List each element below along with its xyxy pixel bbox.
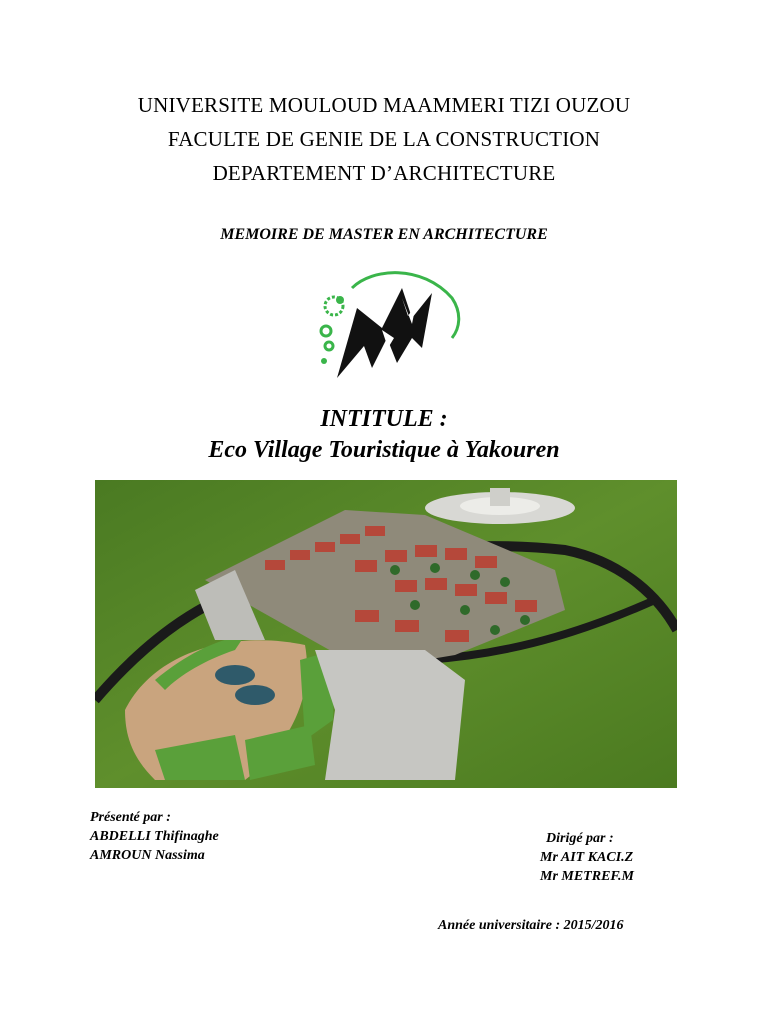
university-logo-icon <box>312 268 462 386</box>
supervisor-2: Mr METREF.M <box>540 869 634 884</box>
faculty-name: FACULTE DE GENIE DE LA CONSTRUCTION <box>167 127 601 151</box>
supervisor-1: Mr AIT KACI.Z <box>540 850 634 865</box>
academic-year: Année universitaire : 2015/2016 <box>438 918 624 933</box>
university-name: UNIVERSITE MOULOUD MAAMMERI TIZI OUZOU <box>137 93 631 117</box>
department-name: DEPARTEMENT D’ARCHITECTURE <box>212 161 556 185</box>
author-2: AMROUN Nassima <box>90 848 205 863</box>
presented-label: Présenté par : <box>90 810 171 825</box>
supervised-by <box>540 829 634 886</box>
title-label: INTITULE : <box>320 406 448 432</box>
eco-village-aerial-render <box>95 480 677 788</box>
header <box>0 88 768 190</box>
supervised-label: Dirigé par : <box>546 831 614 846</box>
thesis-type: MEMOIRE DE MASTER EN ARCHITECTURE <box>220 226 548 243</box>
title-block <box>0 404 768 466</box>
author-1: ABDELLI Thifinaghe <box>90 829 219 844</box>
presented-by <box>90 808 219 865</box>
project-title: Eco Village Touristique à Yakouren <box>208 437 560 463</box>
